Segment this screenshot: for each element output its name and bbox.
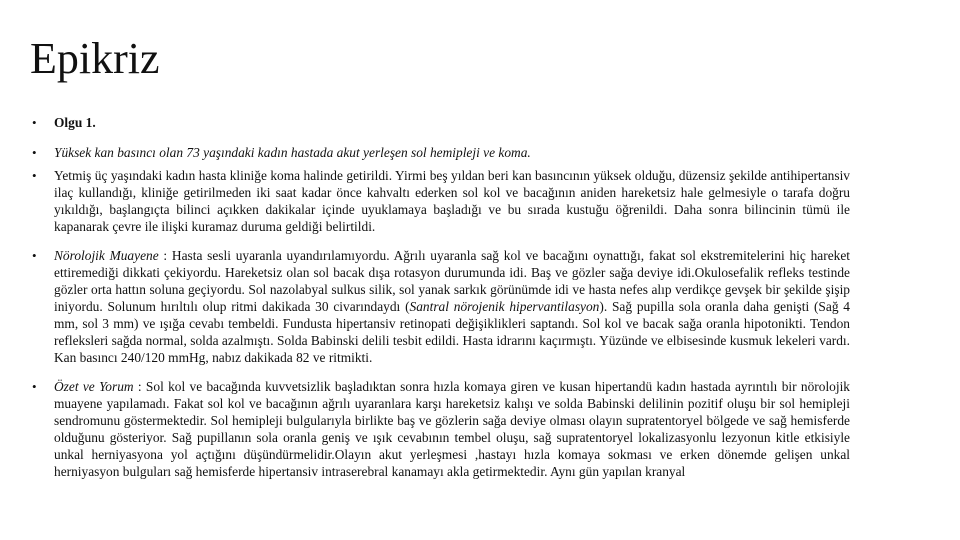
conclusion-separator: : (133, 379, 146, 394)
bullet-marker: • (32, 379, 37, 394)
neuro-exam-italic: Santral nörojenik hipervantilasyon (409, 299, 600, 314)
neuro-exam-separator: : (158, 248, 172, 263)
bullet-marker: • (32, 115, 37, 130)
slide-title: Epikriz (30, 34, 160, 83)
bullet-history (30, 167, 850, 235)
bullet-marker: • (32, 145, 37, 160)
bullet-case-label (30, 114, 850, 131)
bullet-list (30, 114, 850, 492)
bullet-conclusion (30, 378, 850, 480)
neuro-exam-label: Nörolojik Muayene (54, 248, 159, 263)
neuro-exam-text-b: ). Sağ pupilla sola oranla daha genişti (Sağ 4 mm, sol 3 mm) ve ışığa cevabı tembeldi. Fundusta hipertansiv retinopati değişiklikleri saptandı. Sol kol ve bacak sağa oranla hipotonikti. Tendon refleksleri sağda normal, solda azalmıştı. Solda Babinski delili tesbit edildi. Hasta idrarını kaçırmıştı. Yüzünde ve elbisesinde kusmuk lekeleri vardı. Kan basıncı 240/120 mmHg, nabız dakikada 82 ve ritmikti. (54, 299, 850, 365)
bullet-summary (30, 144, 850, 161)
neuro-exam-text-a: Hasta sesli uyaranla uyandırılamıyordu. Ağrılı uyaranla sağ kol ve bacağını oynattığı, fakat sol ekstremitelerini hiç hareket ettiremediği dikkati çekiyordu. Hareketsiz olan sol bacak dışa rotasyon durumunda idi. Baş ve gözler sağa deviye idi.Okulosefalik refleks testinde gözler orta hattın soluna geçiyordu. Sol nazolabyal sulkus silik, sol yanak sarkık görünümde idi ve hasta nefes alıp verdikçe gevşek bir şekilde şişip iniyordu. Solunum hırıltılı olup ritmi dakikada 30 civarındaydı ( (54, 248, 850, 314)
summary-text: Yüksek kan basıncı olan 73 yaşındaki kadın hastada akut yerleşen sol hemipleji ve koma. (54, 145, 531, 160)
case-label: Olgu 1. (54, 115, 96, 130)
bullet-neuro-exam (30, 247, 850, 366)
bullet-marker: • (32, 168, 37, 183)
history-text: Yetmiş üç yaşındaki kadın hasta kliniğe koma halinde getirildi. Yirmi beş yıldan beri kan basıncının yüksek olduğu, düzensiz şekilde antihipertansiv ilaç kullandığı, kliniğe getirilmeden iki saat kadar önce kahvaltı ederken sol kol ve bacağının aniden hareketsiz hale gelmesiyle o tarafa doğru yıkıldığı, başlangıçta bilinci açıkken dakikalar içinde uyuklamaya başladığı ve bu sırada kustuğu öğrenildi. Daha sonra bilincinin tümü ile kapanarak çevre ile ilişki kuramaz duruma geldiği belirtildi. (54, 168, 850, 234)
bullet-marker: • (32, 248, 37, 263)
conclusion-text: Sol kol ve bacağında kuvvetsizlik başladıktan sonra hızla komaya giren ve kusan hipertandü kadın hastada ayrıntılı bir nörolojik muayene yapılamadı. Fakat sol kol ve bacağının ağrılı uyaranlara karşı hareketsiz kalışı ve solda Babinski delilinin pozitif oluşu bir sol hemipleji sendromunu göstermektedir. Sol hemipleji bulgularıyla birlikte baş ve gözlerin sağa deviye olması olayın supratentoryel bölgede ve sağ hemisferde olduğunu gösteriyor. Sağ pupillanın sola oranla geniş ve ışık cevabının tembel oluşu, sağ supratentoryel lokalizasyonlu lezyonun kitle etkisiyle unkal herniyasyona yol açtığını düşündürmelidir.Olayın akut yerleşmesi ,hastayı hızla komaya sokması ve erken dönemde gelişen unkal herniyasyon bulguları sağ hemisferde hipertansiv intraserebral kanamayı akla getirmektedir. Aynı gün yapılan kranyal (54, 379, 850, 479)
conclusion-label: Özet ve Yorum (54, 379, 134, 394)
